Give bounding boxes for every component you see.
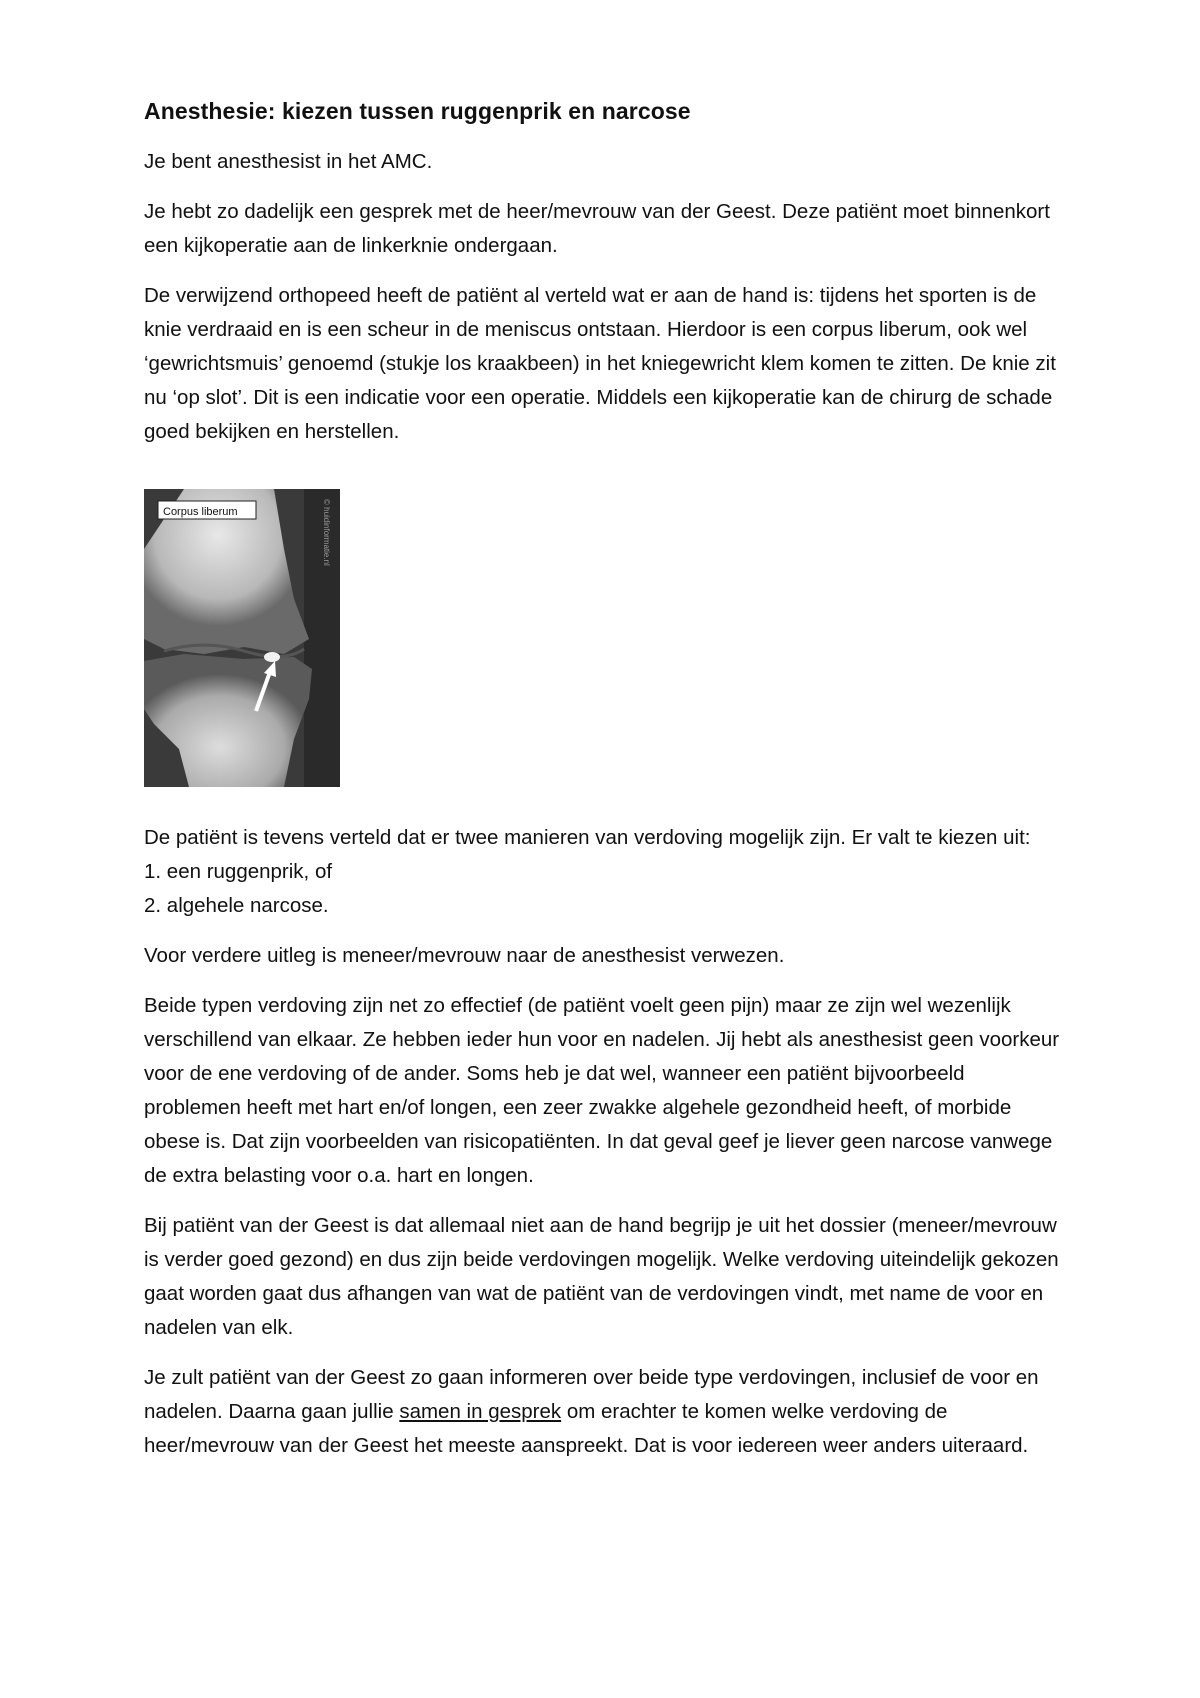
options-intro: De patiënt is tevens verteld dat er twee manieren van verdoving mogelijk zijn. Er valt te kiezen uit: [144,826,1031,849]
paragraph-referral: Voor verdere uitleg is meneer/mevrouw naar de anesthesist verwezen. [144,944,785,967]
document-page [144,96,1064,1479]
option-item-1: 1. een ruggenprik, of [144,860,333,883]
paragraph-options [144,821,1064,923]
paragraph-diagnosis: De verwijzend orthopeed heeft de patiënt al verteld wat er aan de hand is: tijdens het sporten is de knie verdraaid en is een scheur in de meniscus ontstaan. Hierdoor is een corpus liberum, ook wel ‘gewrichtsmuis’ genoemd (stukje los kraakbeen) in het kniegewricht klem komen te zitten. De knie zit nu ‘op slot’. Dit is een indicatie voor een operatie. Middels een kijkoperatie kan de chirurg de schade goed bekijken en herstellen. [144,284,1056,443]
task-text-underlined: samen in gesprek [399,1400,562,1423]
paragraph-intro: Je bent anesthesist in het AMC. [144,150,433,173]
paragraph-appointment: Je hebt zo dadelijk een gesprek met de heer/mevrouw van der Geest. Deze patiënt moet binnenkort een kijkoperatie aan de linkerknie ondergaan. [144,200,1050,257]
paragraph-task [144,1361,1064,1463]
paragraph-effectiveness: Beide typen verdoving zijn net zo effectief (de patiënt voelt geen pijn) maar ze zijn wel wezenlijk verschillend van elkaar. Ze hebben ieder hun voor en nadelen. Jij hebt als anesthesist geen voorkeur voor de ene verdoving of de ander. Soms heb je dat wel, wanneer een patiënt bijvoorbeeld problemen heeft met hart en/of longen, een zeer zwakke algehele gezondheid heeft, of morbide obese is. Dat zijn voorbeelden van risicopatiënten. In dat geval geef je liever geen narcose vanwege de extra belasting voor o.a. hart en longen. [144,994,1060,1187]
paragraph-patient-status: Bij patiënt van der Geest is dat allemaal niet aan de hand begrijp je uit het dossier (meneer/mevrouw is verder goed gezond) en dus zijn beide verdovingen mogelijk. Welke verdoving uiteindelijk gekozen gaat worden gaat dus afhangen van wat de patiënt van de verdovingen vindt, met name de voor en nadelen van elk. [144,1214,1059,1339]
knee-xray-image [144,489,340,787]
option-item-2: 2. algehele narcose. [144,894,329,917]
xray-label: Corpus liberum [163,506,238,518]
document-title: Anesthesie: kiezen tussen ruggenprik en narcose [144,98,691,124]
xray-watermark: © huidinformatie.nl [322,499,331,566]
task-text-after: om erachter te komen welke verdoving de heer/mevrouw van der Geest het meeste aanspreekt. Dat is voor iedereen weer anders uiteraard. [144,1400,1029,1457]
task-text-before: Je zult patiënt van der Geest zo gaan informeren over beide type verdovingen, inclusief de voor en nadelen. Daarna gaan jullie [144,1366,1039,1423]
